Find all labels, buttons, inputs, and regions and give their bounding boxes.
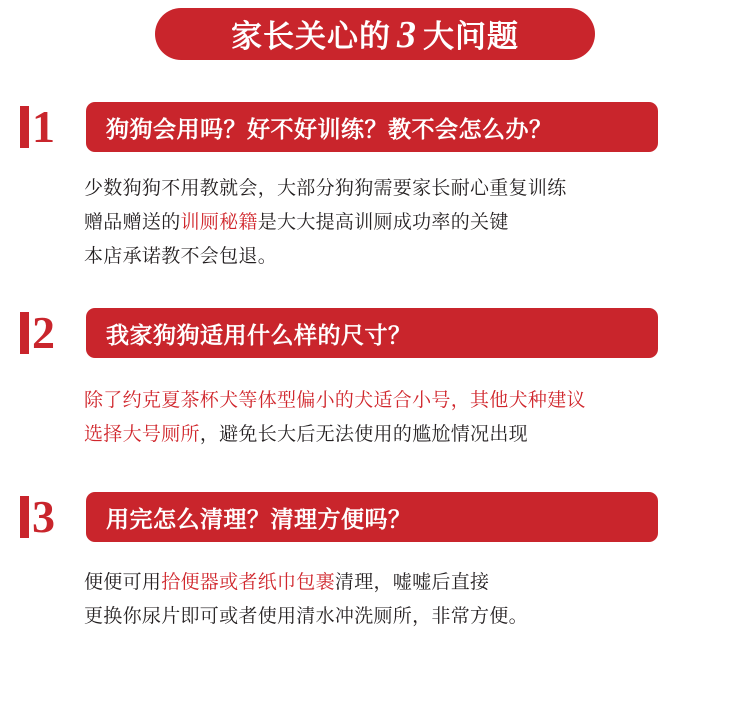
- answer-line: [84, 240, 680, 274]
- faq-question-row-2: [0, 308, 750, 358]
- answer-line: [84, 566, 680, 600]
- faq-item-2: [0, 308, 750, 452]
- answer-span: 少数狗狗不用教就会，大部分狗狗需要家长耐心重复训练: [84, 178, 567, 199]
- answer-highlight: 拾便器或者纸巾包裹: [161, 572, 335, 593]
- faq-question-1: 狗狗会用吗？好不好训练？教不会怎么办？: [86, 102, 658, 152]
- answer-span: 便便可用: [84, 572, 162, 593]
- answer-line: [84, 172, 680, 206]
- page-title: [231, 11, 519, 57]
- answer-span: 是大大提高训厕成功率的关键: [257, 212, 509, 233]
- faq-item-3: [0, 492, 750, 634]
- answer-span: 赠品赠送的: [84, 212, 181, 233]
- answer-highlight: 除了约克夏茶杯犬等体型偏小的犬适合小号，其他犬种建议: [84, 390, 586, 411]
- answer-line: [84, 600, 680, 634]
- answer-span: ，避免长大后无法使用的尴尬情况出现: [199, 424, 528, 445]
- faq-question-row-3: [0, 492, 750, 542]
- page-title-number: 3: [397, 14, 417, 56]
- page-title-suffix: 大问题: [423, 19, 519, 54]
- answer-span: 本店承诺教不会包退。: [84, 246, 278, 267]
- answer-line: [84, 418, 680, 452]
- answer-line: [84, 384, 680, 418]
- page-header: [0, 0, 750, 60]
- faq-answer-3: [84, 566, 680, 634]
- faq-number-1: 1: [26, 102, 78, 152]
- answer-line: [84, 206, 680, 240]
- answer-highlight: 训厕秘籍: [180, 212, 258, 233]
- faq-question-3: 用完怎么清理？清理方便吗？: [86, 492, 658, 542]
- faq-answer-1: [84, 172, 680, 274]
- header-pill: [155, 8, 595, 60]
- faq-question-row-1: [0, 102, 750, 152]
- faq-number-2: 2: [26, 308, 78, 358]
- page-title-prefix: 家长关心的: [231, 19, 391, 54]
- faq-item-1: [0, 102, 750, 274]
- faq-question-2: 我家狗狗适用什么样的尺寸？: [86, 308, 658, 358]
- faq-list: [0, 102, 750, 634]
- answer-span: 更换你尿片即可或者使用清水冲洗厕所，非常方便。: [84, 606, 528, 627]
- faq-answer-2: [84, 384, 680, 452]
- answer-span: 清理，嘘嘘后直接: [334, 572, 490, 593]
- faq-number-3: 3: [26, 492, 78, 542]
- answer-highlight: 选择大号厕所: [84, 424, 200, 445]
